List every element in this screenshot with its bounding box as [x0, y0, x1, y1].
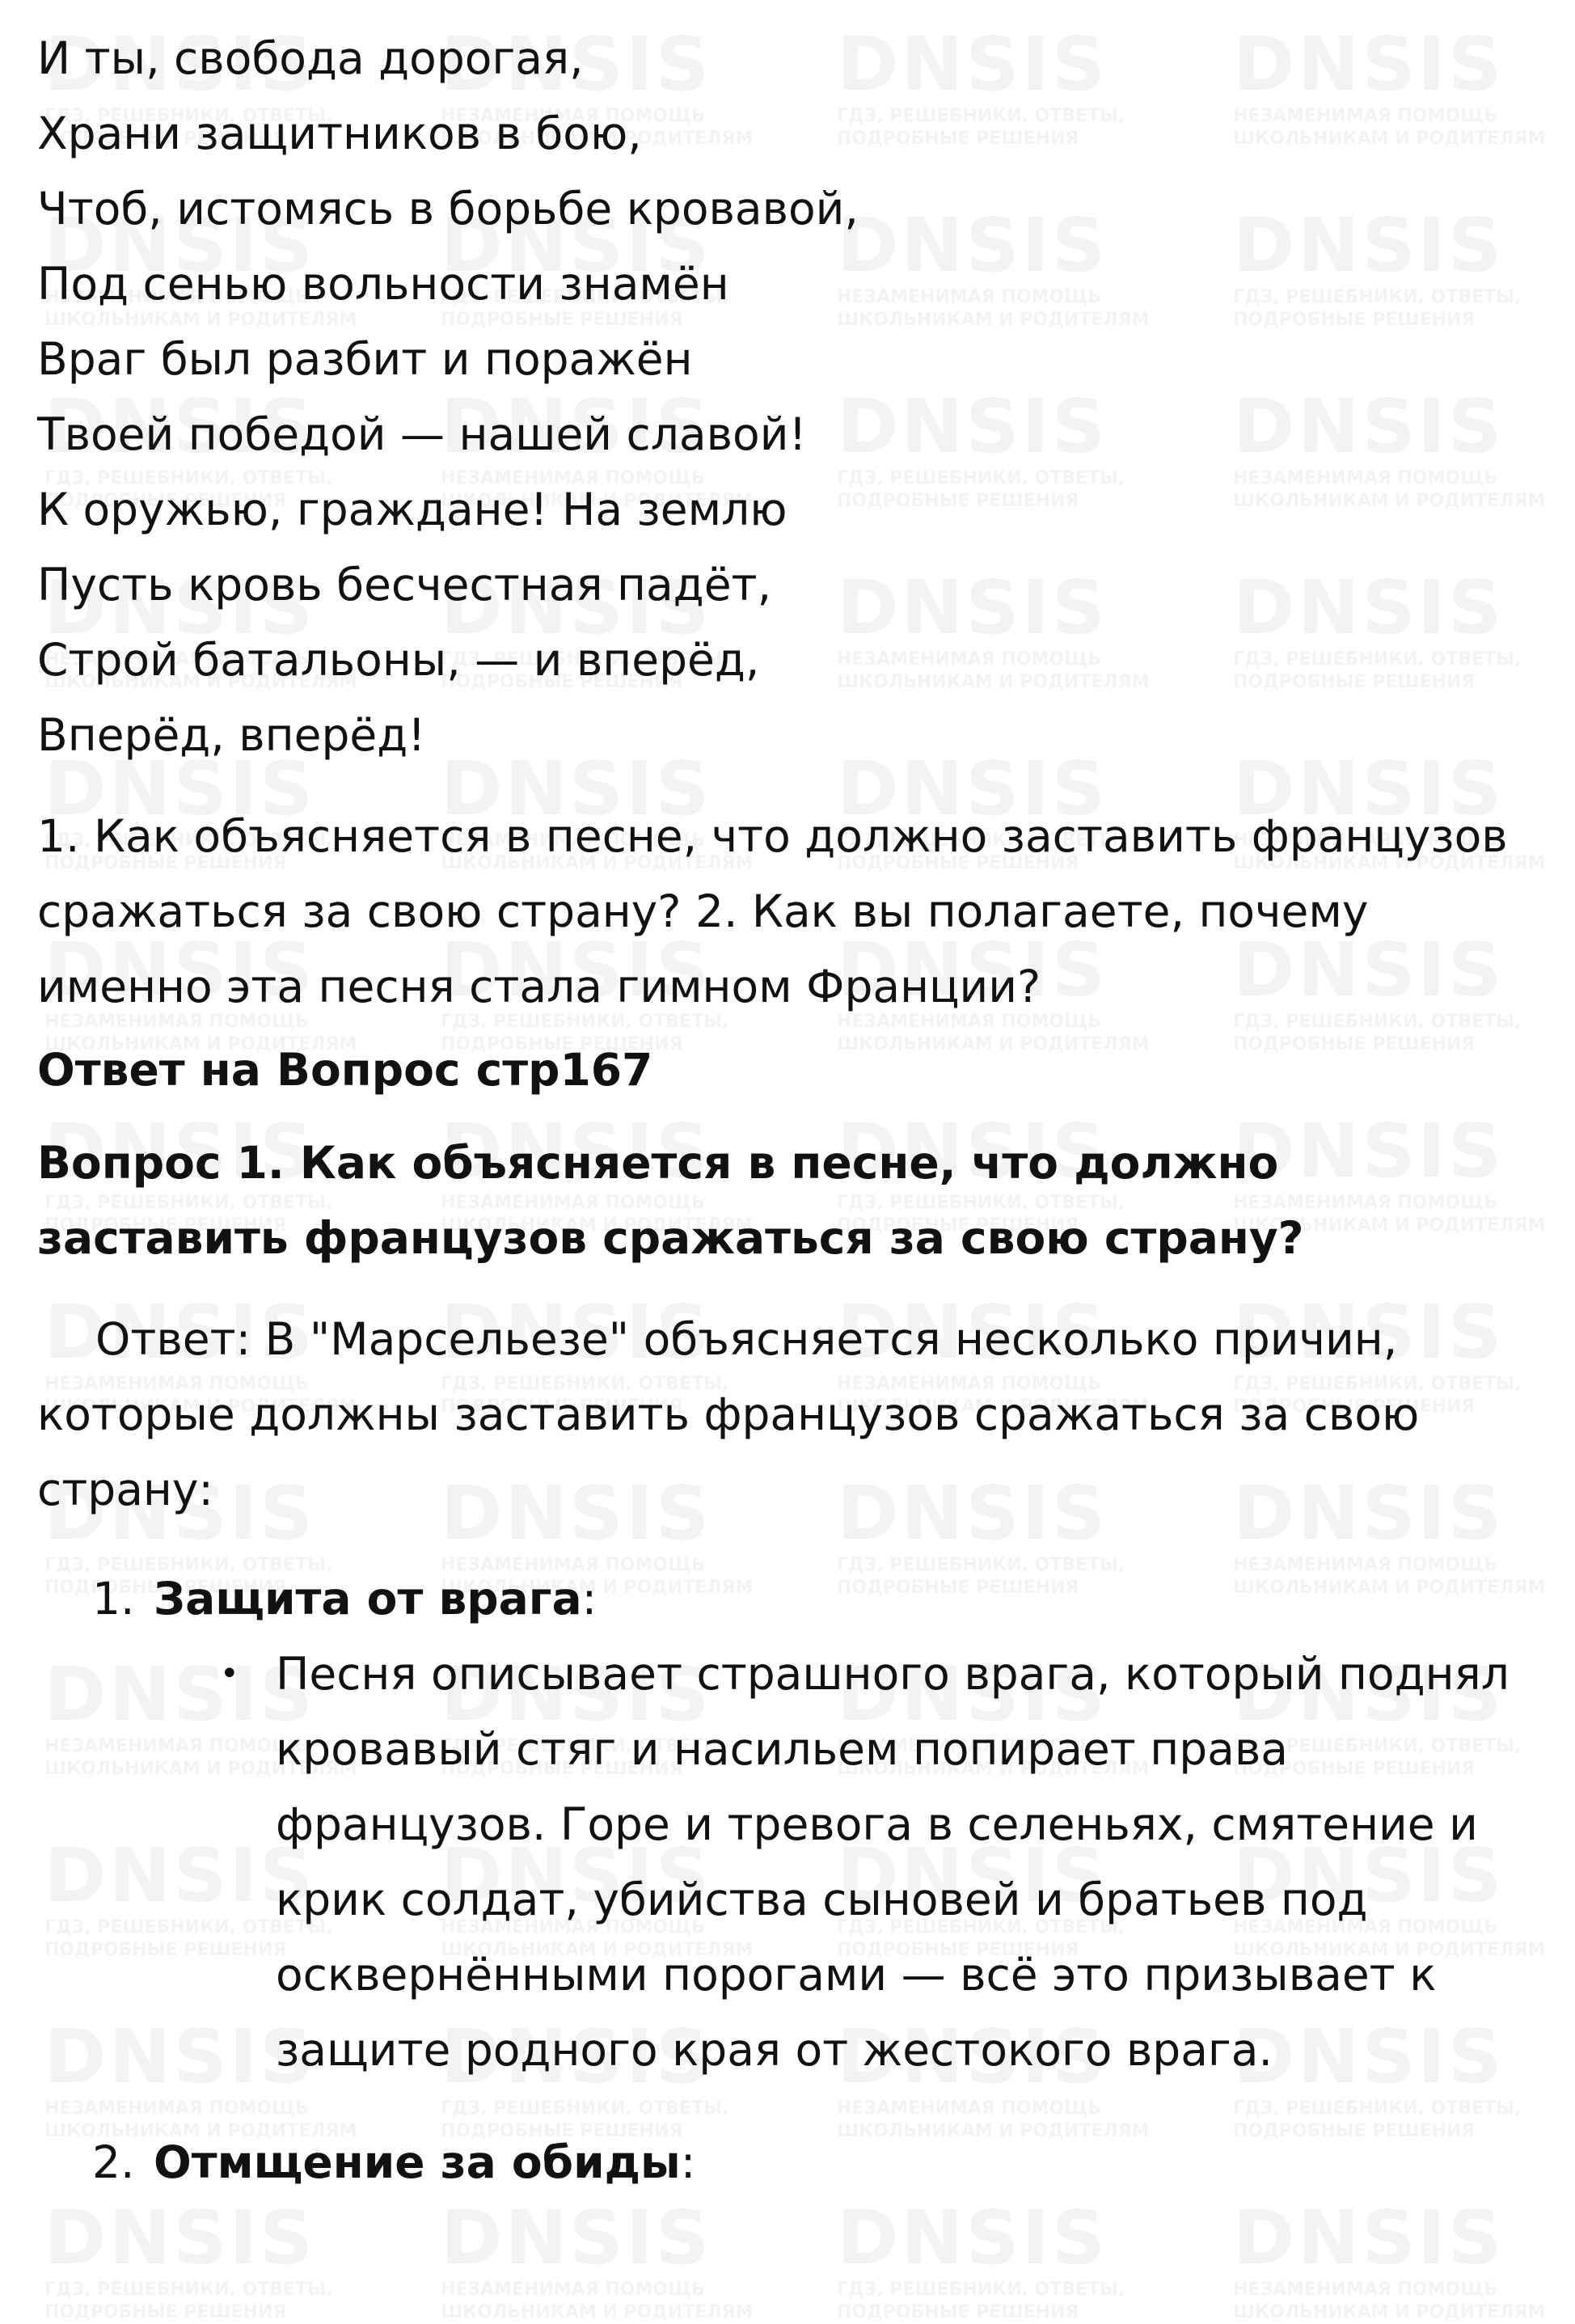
poem-line: Твоей победой — нашей славой! [37, 408, 807, 460]
reason-number: 2. [92, 2136, 135, 2188]
bullet-list [37, 1637, 1541, 2088]
watermark-caption [1233, 2301, 1575, 2324]
watermark-caption [44, 2279, 400, 2301]
reasons-list [37, 1561, 1541, 2200]
reason-heading [37, 1561, 1541, 1637]
watermark-caption [837, 2301, 1193, 2324]
questions-paragraph: 1. Как объясняется в песне, что должно заставить французов сражаться за свою страну? 2. Как вы полагаете, почему именно эта песня стала гимном Франции? [37, 810, 1508, 1012]
poem-line: Строй батальоны, — и вперёд, [37, 634, 760, 686]
reason-title: Отмщение за обиды [154, 2136, 681, 2188]
poem-line: И ты, свобода дорогая, [37, 32, 584, 84]
bullet-text: Песня описывает страшного врага, который поднял кровавый стяг и насильем попирает права французов. Горе и тревога в селеньях, смятение и крик солдат, убийства сыновей и братьев под осквернёнными порогами — всё это призывает к защите родного края от жестокого врага. [276, 1648, 1510, 2076]
question1-heading: Вопрос 1. Как объясняется в песне, что должно заставить французов сражаться за свою страну? [37, 1137, 1304, 1264]
document-body [37, 21, 1541, 2237]
watermark-caption [1233, 2279, 1575, 2301]
poem-line: Под сенью вольности знамён [37, 258, 729, 310]
bullet-icon: • [220, 1655, 239, 1692]
poem-line: Храни защитников в бою, [37, 108, 642, 159]
list-item [37, 1561, 1541, 2088]
watermark-caption [441, 2279, 796, 2301]
watermark-caption [441, 2301, 796, 2324]
reason-title: Защита от врага [154, 1573, 582, 1625]
reason-suffix: : [680, 2136, 696, 2188]
list-item [37, 2125, 1541, 2200]
watermark-caption [837, 2279, 1193, 2301]
poem-line: Пусть кровь бесчестная падёт, [37, 559, 772, 611]
reason-number: 1. [92, 1573, 135, 1625]
reason-heading [37, 2125, 1541, 2200]
poem-line: К оружью, граждане! На землю [37, 484, 788, 535]
poem-line: Враг был разбит и поражён [37, 333, 693, 385]
answer-heading: Ответ на Вопрос стр167 [37, 1044, 653, 1096]
watermark-caption [44, 2301, 400, 2324]
poem-line: Чтоб, истомясь в борьбе кровавой, [37, 183, 859, 235]
answer-intro: Ответ: В "Марсельезе" объясняется несколько причин, которые должны заставить французов сражаться за свою страну: [37, 1313, 1420, 1515]
reason-suffix: : [581, 1573, 597, 1625]
poem [37, 21, 1541, 773]
bullet-item [37, 1637, 1541, 2088]
poem-line: Вперёд, вперёд! [37, 709, 426, 761]
